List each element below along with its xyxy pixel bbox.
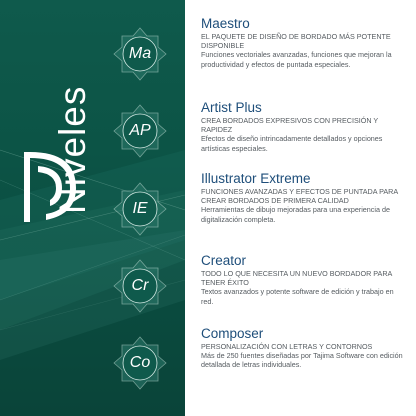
brand-title: Niveles [52,85,93,214]
badge-abbr: IE [132,200,148,217]
badge-abbr: Co [129,354,151,371]
level-name: Illustrator Extreme [201,171,311,186]
level-name: Composer [201,326,264,341]
brand-panel [0,0,185,416]
level-description: Más de 250 fuentes diseñadas por Tajima Software con edición detallada de letras individuales. [201,351,403,370]
level-name: Maestro [201,16,250,31]
badge-abbr: Cr [131,277,149,294]
badge-illustrator-extreme [112,181,168,237]
level-tagline: TODO LO QUE NECESITA UN NUEVO BORDADOR PARA TENER ÉXITO [201,269,392,288]
badge-abbr: AP [129,122,151,139]
level-tagline: FUNCIONES AVANZADAS Y EFECTOS DE PUNTADA PARA CREAR BORDADOS DE PRIMERA CALIDAD [201,187,398,206]
level-maestro [201,16,406,69]
level-name: Creator [201,253,247,268]
level-composer [201,326,406,370]
level-illustrator-extreme [201,171,406,224]
level-tagline: EL PAQUETE DE DISEÑO DE BORDADO MÁS POTENTE DISPONIBLE [201,32,391,51]
level-description: Efectos de diseño intrincadamente detallados y opciones artísticas especiales. [201,134,383,153]
level-creator [201,253,406,306]
level-description: Textos avanzados y potente software de edición y trabajo en red. [201,287,394,306]
levels-list [185,0,416,416]
level-description: Funciones vectoriales avanzadas, funciones que mejoran la productividad y efectos de puntada especiales. [201,50,392,69]
level-name: Artist Plus [201,100,262,115]
level-tagline: PERSONALIZACIÓN CON LETRAS Y CONTORNOS [201,342,373,351]
badge-creator [112,258,168,314]
level-tagline: CREA BORDADOS EXPRESIVOS CON PRECISIÓN Y RAPIDEZ [201,116,379,135]
level-artist-plus [201,100,406,153]
badge-maestro [112,26,168,82]
level-description: Herramientas de dibujo mejoradas para una experiencia de digitalización completa. [201,205,390,224]
badge-composer [112,335,168,391]
badge-artist-plus [112,103,168,159]
badge-abbr: Ma [128,45,152,62]
